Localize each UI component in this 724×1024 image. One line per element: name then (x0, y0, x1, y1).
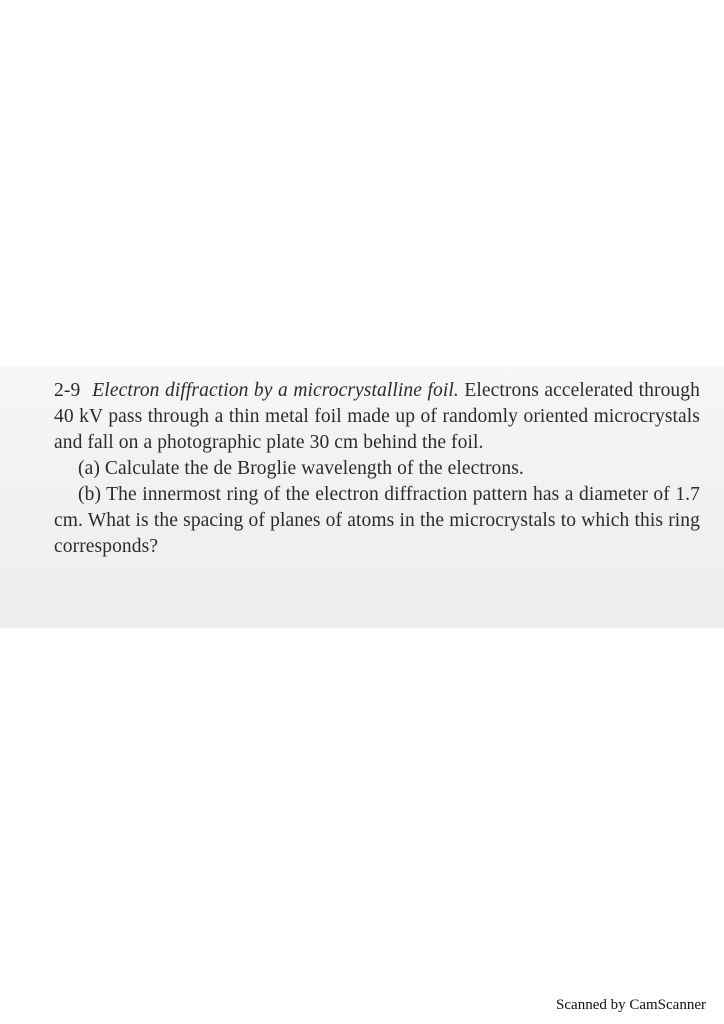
problem-statement (54, 378, 700, 456)
problem-part-a: (a) Calculate the de Broglie wavelength of the electrons. (78, 458, 524, 479)
problem-number: 2-9 (54, 380, 81, 401)
problem-intro: Electrons accelerated through 40 kV pass through a thin metal foil made up of randomly oriented microcrystals and fall on a photographic plate 30 cm behind the foil. (54, 380, 700, 453)
problem-part-b: (b) The innermost ring of the electron diffraction pattern has a diameter of 1.7 cm. What is the spacing of planes of atoms in the microcrystals to which this ring corresponds? (54, 484, 700, 557)
camscanner-watermark: Scanned by CamScanner (556, 997, 706, 1013)
problem-title: Electron diffraction by a microcrystalline foil. (92, 380, 459, 401)
problem-block (54, 378, 700, 560)
